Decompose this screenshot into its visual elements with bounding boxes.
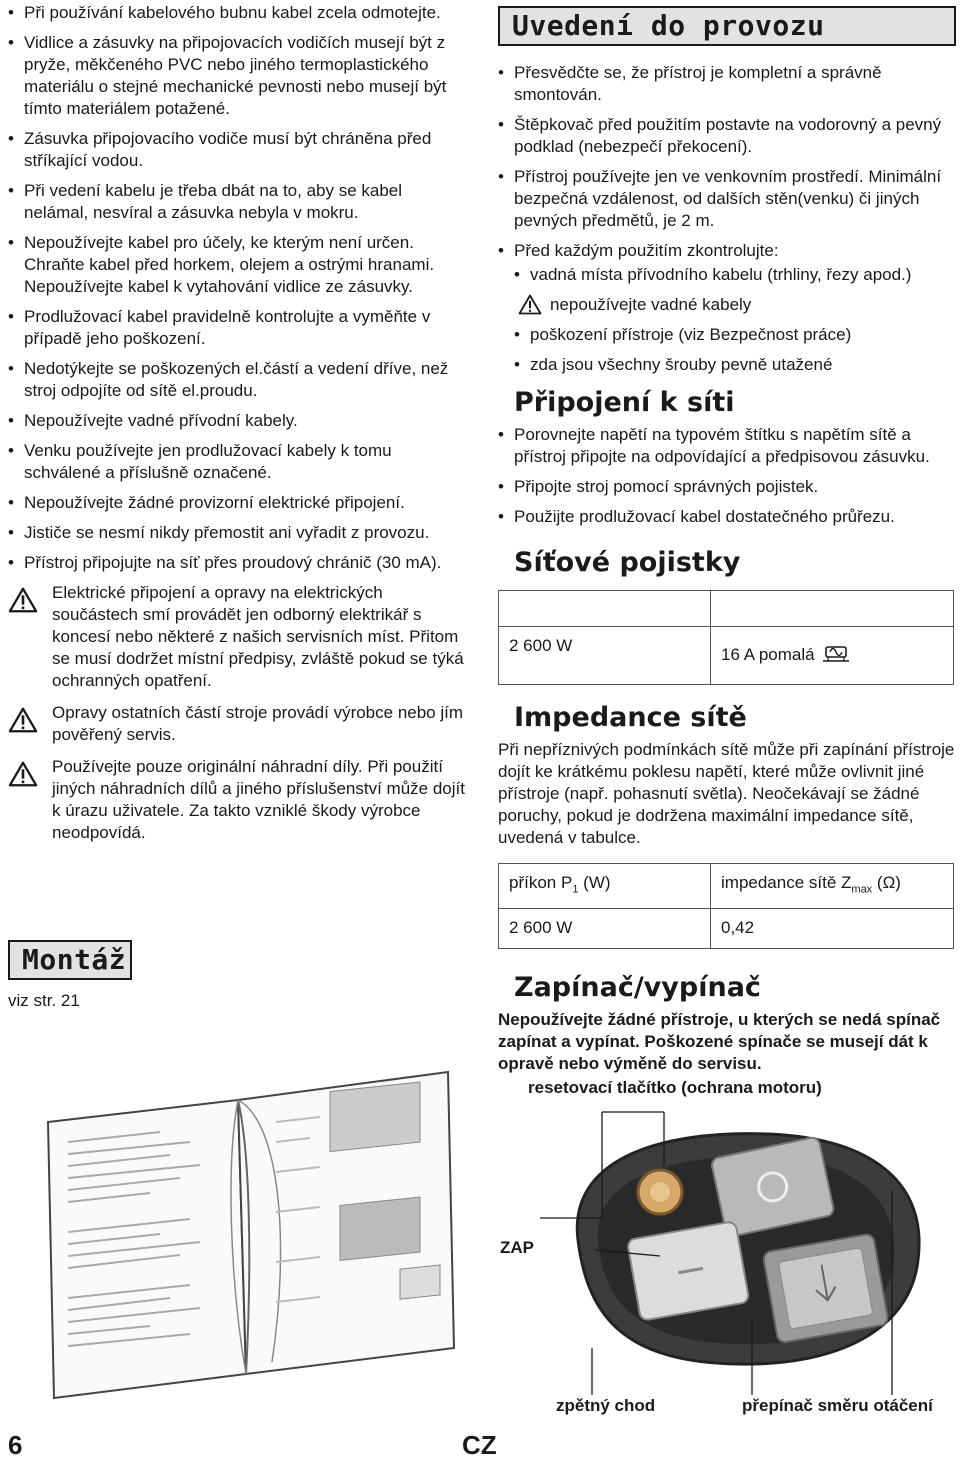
montaz-page-reference: viz str. 21 [8, 991, 80, 1010]
montaz-heading: Montáž [8, 940, 132, 980]
list-item: • Použijte prodlužovací kabel dostatečného průřezu. [498, 506, 956, 528]
fuse-table [498, 590, 954, 685]
pojistky-heading: Síťové pojistky [514, 547, 741, 578]
safety-bullet-list [8, 2, 470, 574]
language-code: CZ [462, 1430, 497, 1459]
warning-row [8, 582, 470, 692]
table-cell [711, 627, 954, 685]
uvedeni-heading: Uvedení do provozu [498, 6, 956, 46]
list-item: • Nedotýkejte se poškozených el.částí a vedení dříve, než stroj odpojíte od sítě el.proudu. [8, 358, 470, 402]
list-item: • Prodlužovací kabel pravidelně kontrolujte a vyměňte v případě jeho poškození. [8, 306, 470, 350]
check-item-text: nepoužívejte vadné kabely [550, 295, 752, 314]
fuse-power: 2 600 W [509, 636, 573, 655]
list-item: • Přístroj připojujte na síť přes proudový chránič (30 mA). [8, 552, 470, 574]
right-column [498, 6, 956, 1075]
warning-icon [8, 760, 38, 788]
table-cell: 2 600 W [499, 909, 711, 949]
table-cell [499, 627, 711, 685]
warning-text: Opravy ostatních částí stroje provádí výrobce nebo jím pověřený servis. [52, 703, 464, 744]
header-unit: (W) [578, 873, 611, 892]
uvedeni-bullet-list [498, 62, 956, 376]
list-item: • Nepoužívejte kabel pro účely, ke kterým není určen. Chraňte kabel před horkem, olejem a ostrými hranami. Nepoužívejte kabel k vytahování vidlice ze zásuvky. [8, 232, 470, 298]
warning-block [8, 582, 470, 844]
on-switch-label: ZAP [500, 1238, 534, 1257]
table-header-cell [711, 864, 954, 909]
zapinac-heading: Zapínač/vypínač [514, 972, 761, 1004]
warning-text: Elektrické připojení a opravy na elektrických součástech smí provádět jen odborný elektrikář s koncesí nebo některé z našich servisních míst. Přitom se musí dodržet místní předpisy, zvláště pokud se týká ochranných opatření. [52, 583, 464, 690]
list-item: • Jističe se nesmí nikdy přemostit ani vyřadit z provozu. [8, 522, 470, 544]
table-cell: 0,42 [711, 909, 954, 949]
header-text: impedance sítě Z [721, 873, 852, 892]
table-cell [711, 591, 954, 627]
warning-row [8, 702, 470, 746]
warning-icon [8, 586, 38, 614]
pripojeni-bullet-list [498, 424, 956, 528]
zapinac-text: Nepoužívejte žádné přístroje, u kterých se nedá spínač zapínat a vypínat. Poškozené spínače se musejí dát k opravě nebo výměně do servisu. [498, 1010, 941, 1074]
page-number: 6 [8, 1430, 23, 1459]
check-list [514, 264, 956, 376]
list-item: • Při používání kabelového bubnu kabel zcela odmotejte. [8, 2, 470, 24]
check-item: • zda jsou všechny šrouby pevně utažené [514, 354, 956, 376]
reset-button-label: resetovací tlačítko (ochrana motoru) [528, 1078, 822, 1097]
list-item [498, 240, 956, 376]
warning-icon [518, 294, 542, 315]
list-item: • Přístroj používejte jen ve venkovním prostředí. Minimální bezpečná vzdálenost, od dalších stěn(venku) či jiných pevných předmětů, je 2 m. [498, 166, 956, 232]
list-item: • Nepoužívejte žádné provizorní elektrické připojení. [8, 492, 470, 514]
check-item-warning [514, 294, 956, 316]
warning-text: Používejte pouze originální náhradní díly. Při použití jiných náhradních dílů a jiného příslušenství může dojít k úrazu uživatele. Za takto vzniklé škody výrobce neodpovídá. [52, 757, 465, 842]
table-cell [499, 591, 711, 627]
reverse-label: zpětný chod [556, 1396, 656, 1415]
slow-fuse-icon [823, 641, 849, 663]
impedance-heading: Impedance sítě [514, 702, 747, 733]
list-item: • Připojte stroj pomocí správných pojistek. [498, 476, 956, 498]
warning-row [8, 756, 470, 844]
header-subscript: 1 [572, 883, 579, 896]
header-unit: (Ω) [872, 873, 901, 892]
pripojeni-heading: Připojení k síti [514, 387, 735, 418]
check-item: • vadná místa přívodního kabelu (trhliny, řezy apod.) [514, 264, 956, 286]
left-column [8, 2, 470, 854]
list-item: • Zásuvka připojovacího vodiče musí být chráněna před stříkající vodou. [8, 128, 470, 172]
manual-booklet-image [40, 1062, 458, 1407]
direction-switch-label: přepínač směru otáčení [742, 1396, 933, 1415]
switch-panel-image [538, 1120, 928, 1370]
list-item: • Štěpkovač před použitím postavte na vodorovný a pevný podklad (nebezpečí překocení). [498, 114, 956, 158]
table-header-cell [499, 864, 711, 909]
impedance-text: Při nepříznivých podmínkách sítě může při zapínání přístroje dojít ke krátkému poklesu napětí, které může ovlivnit jiné přístroje (např. pohasnutí světla). Neočekávají se žádné poruchy, pokud je dodržena maximální impedance sítě, uvedená v tabulce. [498, 740, 955, 847]
list-item: • Přesvědčte se, že přístroj je kompletní a správně smontován. [498, 62, 956, 106]
check-item: • poškození přístroje (viz Bezpečnost práce) [514, 324, 956, 346]
warning-icon [8, 706, 38, 734]
list-item: • Nepoužívejte vadné přívodní kabely. [8, 410, 470, 432]
check-intro: Před každým použitím zkontrolujte: [514, 241, 779, 260]
header-subscript: max [851, 883, 873, 896]
list-item: • Při vedení kabelu je třeba dbát na to, aby se kabel nelámal, nesvíral a zásuvka nebyla v mokru. [8, 180, 470, 224]
list-item: • Venku používejte jen prodlužovací kabely k tomu schválené a příslušně označené. [8, 440, 470, 484]
fuse-type: 16 A pomalá [721, 645, 815, 664]
impedance-table [498, 863, 954, 949]
list-item: • Porovnejte napětí na typovém štítku s napětím sítě a přístroj připojte na odpovídající a předpisovou zásuvku. [498, 424, 956, 468]
header-text: příkon P [509, 873, 573, 892]
list-item: • Vidlice a zásuvky na připojovacích vodičích musejí být z pryže, měkčeného PVC nebo jiného termoplastického materiálu o stejné mechanické pevnosti nebo musejí být tímto materiálem potažené. [8, 32, 470, 120]
